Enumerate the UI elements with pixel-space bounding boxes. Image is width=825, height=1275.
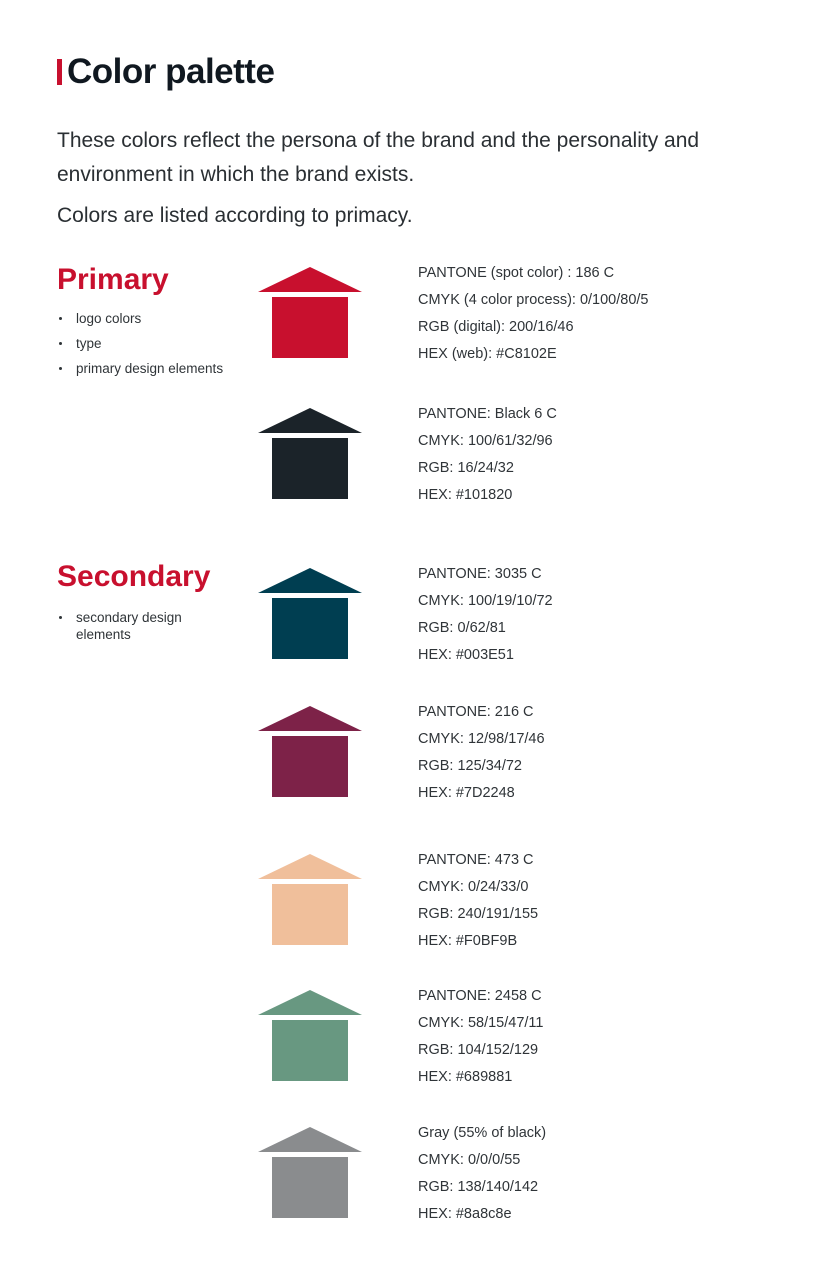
cmyk-value: CMYK: 58/15/47/11 — [418, 1015, 544, 1031]
color-specs-secondary-teal — [418, 561, 748, 669]
hex-value: HEX: #101820 — [418, 487, 513, 503]
color-specs-primary-black — [418, 401, 748, 509]
hex-value: HEX (web): #C8102E — [418, 346, 557, 362]
hex-value: HEX: #689881 — [418, 1069, 513, 1085]
color-specs-secondary-green — [418, 983, 748, 1091]
pantone-value: PANTONE: 473 C — [418, 852, 534, 868]
list-item: secondary design elements — [57, 609, 227, 643]
rgb-value: RGB: 125/34/72 — [418, 758, 522, 774]
color-swatch-secondary-gray — [258, 1127, 362, 1219]
rgb-value: RGB (digital): 200/16/46 — [418, 319, 574, 335]
cmyk-value: CMYK: 12/98/17/46 — [418, 731, 545, 747]
rgb-value: RGB: 16/24/32 — [418, 460, 514, 476]
pantone-value: PANTONE (spot color) : 186 C — [418, 265, 615, 281]
house-swatch-icon — [258, 990, 362, 1082]
color-swatch-secondary-maroon — [258, 706, 362, 798]
color-specs-primary-red — [418, 260, 748, 368]
primary-bullet-list — [57, 310, 227, 385]
cmyk-value: CMYK: 100/19/10/72 — [418, 593, 553, 609]
color-swatch-secondary-green — [258, 990, 362, 1082]
pantone-value: PANTONE: 216 C — [418, 704, 534, 720]
hex-value: HEX: #003E51 — [418, 647, 514, 663]
rgb-value: RGB: 138/140/142 — [418, 1179, 539, 1195]
pantone-value: PANTONE: Black 6 C — [418, 406, 557, 422]
house-swatch-icon — [258, 408, 362, 500]
secondary-heading: Secondary — [57, 560, 211, 593]
house-swatch-icon — [258, 1127, 362, 1219]
page-title: Color palette — [67, 52, 275, 91]
color-swatch-secondary-teal — [258, 568, 362, 660]
cmyk-value: CMYK: 0/0/0/55 — [418, 1152, 521, 1168]
pantone-value: PANTONE: 2458 C — [418, 988, 542, 1004]
list-item: primary design elements — [57, 360, 227, 377]
primary-heading: Primary — [57, 263, 169, 296]
title-accent-bar — [57, 59, 62, 85]
house-swatch-icon — [258, 854, 362, 946]
rgb-value: RGB: 104/152/129 — [418, 1042, 539, 1058]
color-specs-secondary-maroon — [418, 699, 748, 807]
gray-value: Gray (55% of black) — [418, 1125, 547, 1141]
page-title-block — [57, 52, 274, 92]
rgb-value: RGB: 0/62/81 — [418, 620, 506, 636]
list-item: type — [57, 335, 227, 352]
list-item: logo colors — [57, 310, 227, 327]
hex-value: HEX: #F0BF9B — [418, 933, 518, 949]
color-swatch-primary-red — [258, 267, 362, 359]
pantone-value: PANTONE: 3035 C — [418, 566, 542, 582]
hex-value: HEX: #7D2248 — [418, 785, 515, 801]
color-specs-secondary-peach — [418, 847, 748, 955]
color-swatch-primary-black — [258, 408, 362, 500]
secondary-bullet-list — [57, 609, 227, 651]
cmyk-value: CMYK: 100/61/32/96 — [418, 433, 553, 449]
cmyk-value: CMYK (4 color process): 0/100/80/5 — [418, 292, 649, 308]
intro-paragraph: These colors reflect the persona of the brand and the personality and environment in which the brand exists. — [57, 129, 700, 186]
color-swatch-secondary-peach — [258, 854, 362, 946]
color-specs-secondary-gray — [418, 1120, 748, 1228]
house-swatch-icon — [258, 267, 362, 359]
house-swatch-icon — [258, 706, 362, 798]
hex-value: HEX: #8a8c8e — [418, 1206, 512, 1222]
cmyk-value: CMYK: 0/24/33/0 — [418, 879, 529, 895]
intro-paragraph-primacy: Colors are listed according to primacy. — [57, 204, 413, 227]
rgb-value: RGB: 240/191/155 — [418, 906, 539, 922]
house-swatch-icon — [258, 568, 362, 660]
